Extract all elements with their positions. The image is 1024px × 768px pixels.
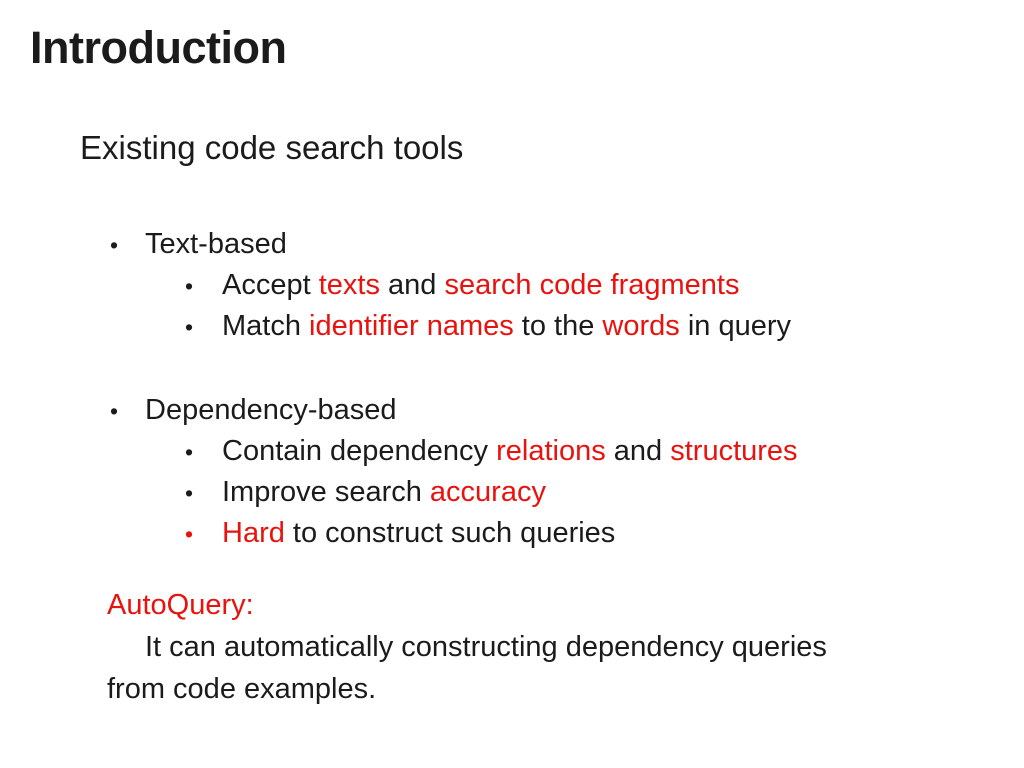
text-segment: Text-based [145, 228, 287, 260]
text-segment: structures [670, 435, 798, 467]
text-segment: to the [513, 310, 603, 342]
bullet-marker: • [185, 521, 194, 547]
text-segment: and [605, 435, 671, 467]
text-segment: Accept [222, 269, 319, 301]
bullet-text [222, 476, 546, 508]
bullet-text [145, 394, 397, 426]
bullet-item [0, 265, 1024, 306]
text-segment: Match [222, 310, 310, 342]
bullet-item [0, 431, 1024, 472]
text-segment: relations [496, 435, 606, 467]
footer-paragraph [107, 584, 827, 710]
bullet-text [222, 269, 739, 301]
bullet-groups [0, 224, 1024, 554]
text-segment: and [379, 269, 445, 301]
text-segment: in query [679, 310, 792, 342]
text-segment: identifier names [309, 310, 514, 342]
text-segment: Dependency-based [145, 394, 397, 426]
bullet-text [145, 228, 287, 260]
bullet-heading [0, 224, 1024, 265]
text-segment: texts [318, 269, 380, 301]
bullet-item [0, 306, 1024, 347]
bullet-marker: • [110, 232, 119, 258]
text-segment: search code fragments [444, 269, 740, 301]
bullet-marker: • [110, 398, 119, 424]
text-segment: Contain dependency [222, 435, 497, 467]
text-segment: Hard [222, 517, 285, 549]
bullet-marker: • [185, 314, 194, 340]
bullet-text [222, 517, 615, 549]
bullet-marker: • [185, 480, 194, 506]
bullet-group [0, 224, 1024, 347]
text-segment: to construct such queries [284, 517, 616, 549]
bullet-marker: • [185, 273, 194, 299]
bullet-marker: • [185, 439, 194, 465]
bullet-text [222, 435, 798, 467]
text-segment: accuracy [429, 476, 546, 508]
slide-subtitle: Existing code search tools [80, 129, 464, 166]
slide-title: Introduction [30, 22, 287, 73]
bullet-item [0, 472, 1024, 513]
bullet-heading [0, 390, 1024, 431]
bullet-text [222, 310, 791, 342]
bullet-item [0, 513, 1024, 554]
footer-line-1: It can automatically constructing dependency queries [145, 631, 827, 663]
text-segment: Improve search [222, 476, 430, 508]
footer-line-2: from code examples. [107, 673, 377, 705]
bullet-group [0, 390, 1024, 554]
autoquery-label: AutoQuery: [107, 589, 254, 621]
text-segment: words [602, 310, 680, 342]
